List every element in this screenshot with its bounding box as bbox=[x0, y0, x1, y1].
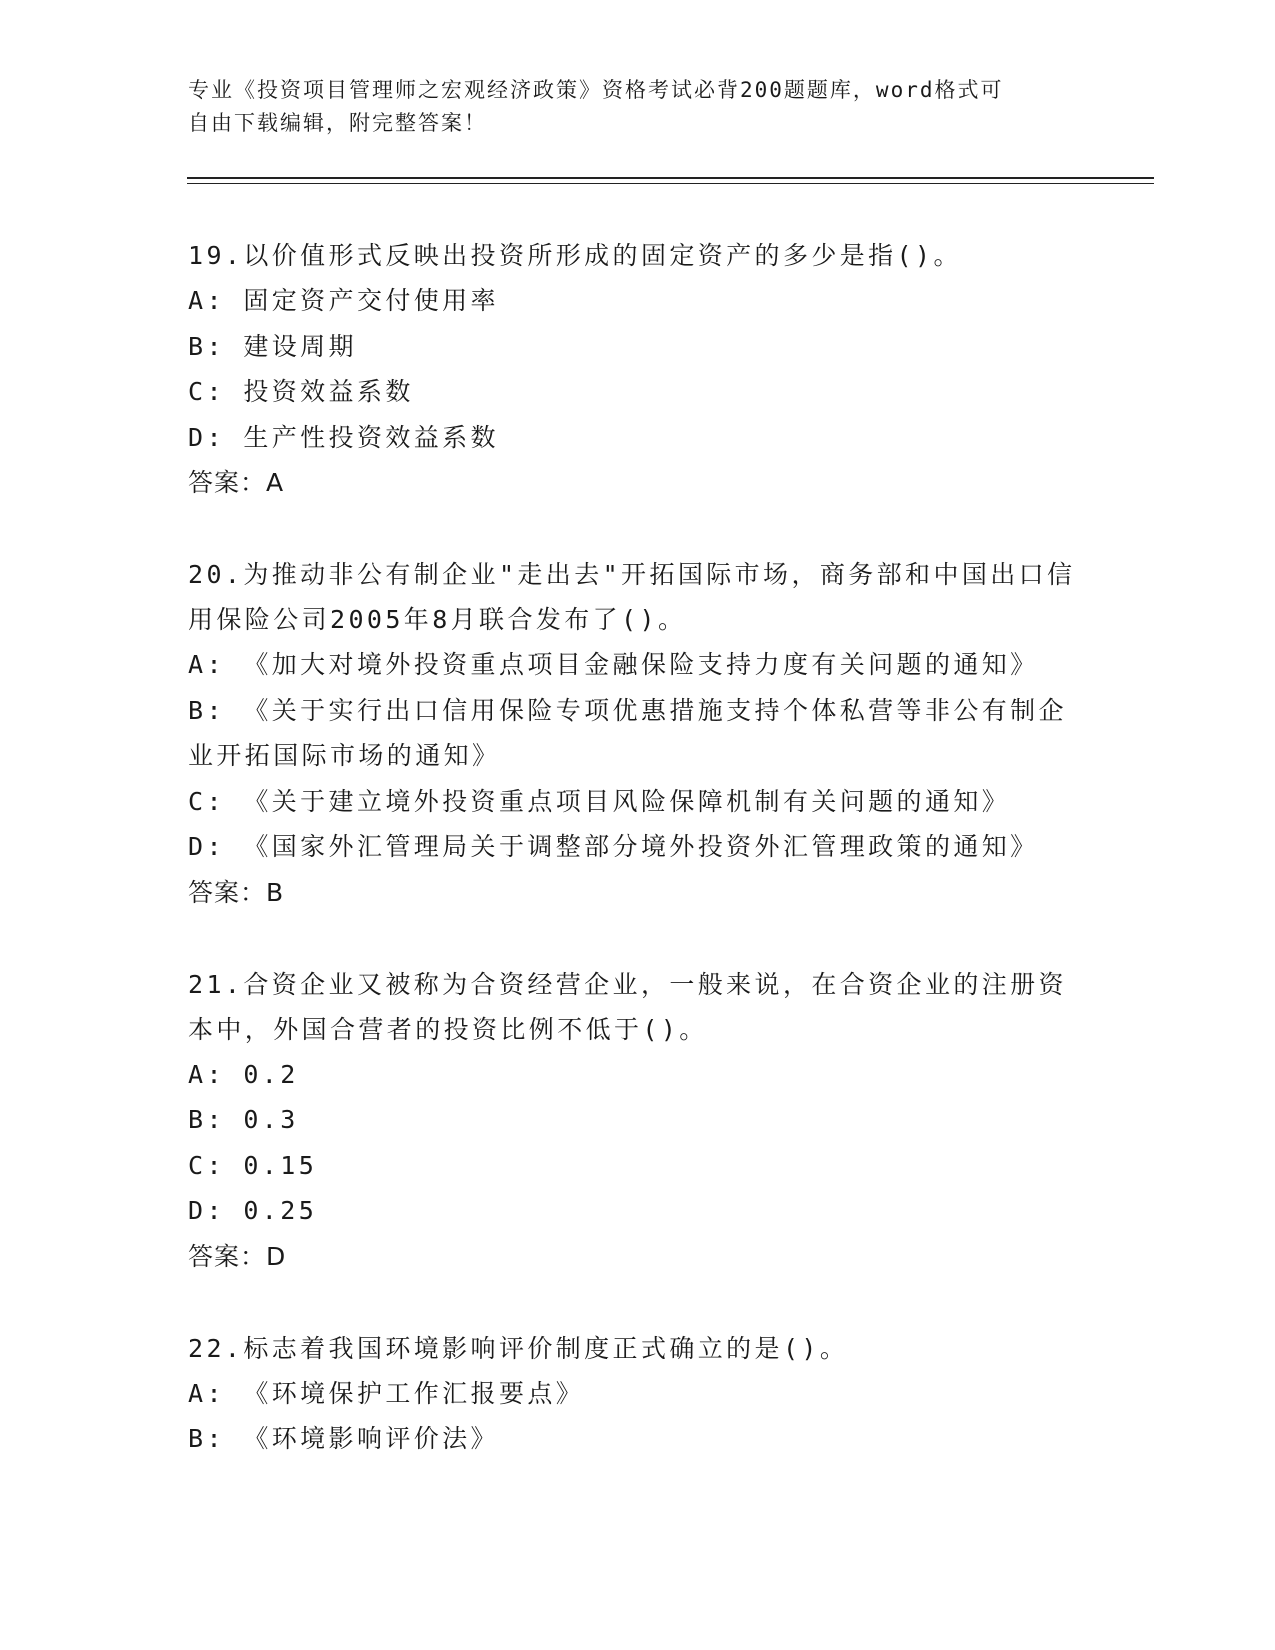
option-c: C: 投资效益系数 bbox=[188, 377, 414, 406]
question-stem: 22.标志着我国环境影响评价制度正式确立的是()。 bbox=[188, 1333, 849, 1363]
answer-label: 答案：B bbox=[188, 877, 285, 907]
question-19 bbox=[188, 233, 1088, 506]
answer-label: 答案：D bbox=[188, 1241, 287, 1271]
option-d: D: 0.25 bbox=[188, 1196, 318, 1225]
option-c: C: 0.15 bbox=[188, 1150, 318, 1180]
header-line-2: 自由下载编辑，附完整答案！ bbox=[188, 111, 487, 135]
option-d: D: 生产性投资效益系数 bbox=[188, 422, 499, 452]
header-divider-bottom bbox=[187, 183, 1154, 184]
question-stem: 20.为推动非公有制企业"走出去"开拓国际市场，商务部和中国出口信用保险公司2005年8月联合发布了()。 bbox=[188, 560, 1076, 634]
option-a: A: 《环境保护工作汇报要点》 bbox=[188, 1378, 585, 1408]
document-header bbox=[188, 74, 1068, 140]
question-stem: 21.合资企业又被称为合资经营企业，一般来说，在合资企业的注册资本中，外国合营者的投资比例不低于()。 bbox=[188, 969, 1067, 1044]
option-b: B: 《关于实行出口信用保险专项优惠措施支持个体私营等非公有制企业开拓国际市场的通知》 bbox=[188, 695, 1067, 770]
option-b: B: 建设周期 bbox=[188, 331, 357, 361]
question-list bbox=[188, 233, 1088, 1508]
option-d: D: 《国家外汇管理局关于调整部分境外投资外汇管理政策的通知》 bbox=[188, 832, 1039, 861]
option-b: B: 0.3 bbox=[188, 1105, 299, 1134]
option-a: A: 0.2 bbox=[188, 1059, 299, 1089]
header-line-1: 专业《投资项目管理师之宏观经济政策》资格考试必背200题题库，word格式可 bbox=[188, 78, 1004, 102]
option-b: B: 《环境影响评价法》 bbox=[188, 1424, 499, 1453]
option-a: A: 《加大对境外投资重点项目金融保险支持力度有关问题的通知》 bbox=[188, 650, 1039, 679]
option-a: A: 固定资产交付使用率 bbox=[188, 286, 499, 315]
question-20 bbox=[188, 552, 1088, 916]
option-c: C: 《关于建立境外投资重点项目风险保障机制有关问题的通知》 bbox=[188, 786, 1011, 816]
question-22 bbox=[188, 1326, 1088, 1462]
header-divider-top bbox=[187, 177, 1154, 179]
answer-label: 答案：A bbox=[188, 468, 285, 497]
question-21 bbox=[188, 962, 1088, 1280]
question-stem: 19.以价值形式反映出投资所形成的固定资产的多少是指()。 bbox=[188, 241, 962, 270]
